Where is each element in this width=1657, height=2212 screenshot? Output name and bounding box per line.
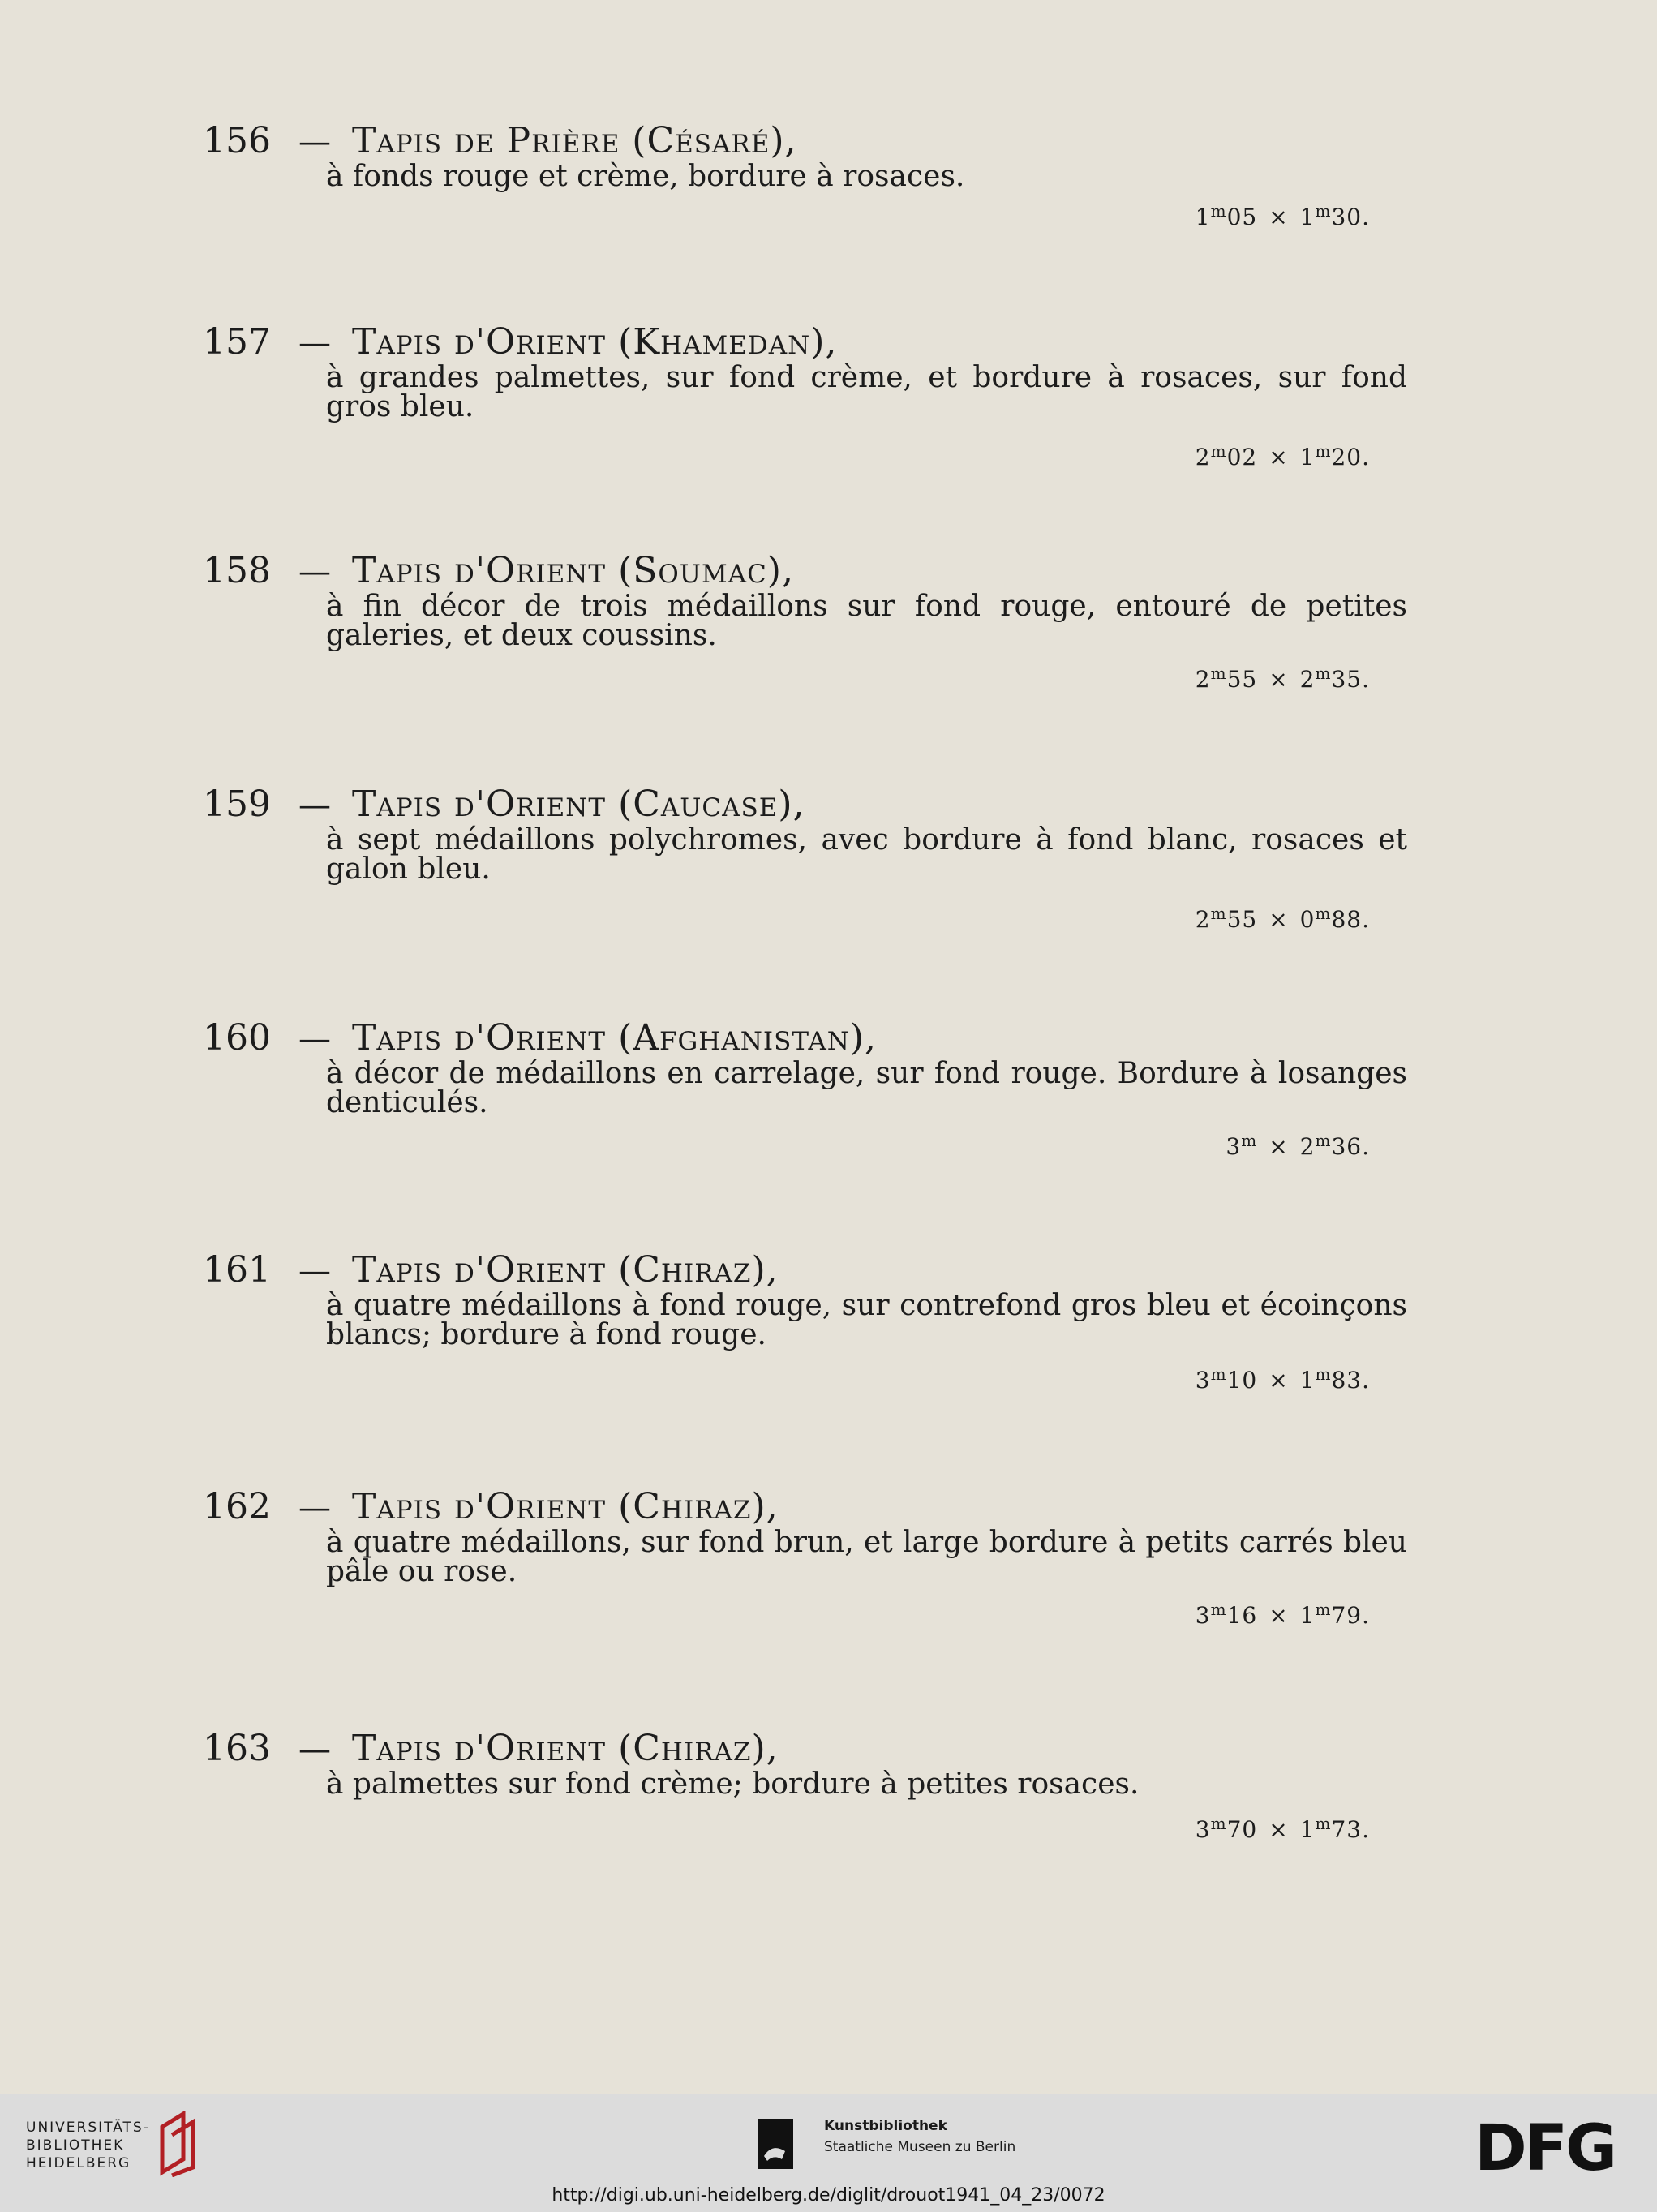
dimension-a-unit: m bbox=[1210, 1814, 1227, 1833]
entry-description: à décor de médaillons en carrelage, sur fond rouge. Bordure à losanges denticulés. bbox=[326, 1057, 1407, 1119]
dimension-a-fraction: 02 bbox=[1226, 444, 1258, 470]
times-sign: × bbox=[1269, 666, 1289, 693]
dimension-b-value: 1 bbox=[1299, 1602, 1316, 1629]
entry-dash: — bbox=[298, 1252, 331, 1290]
dimension-b-unit: m bbox=[1315, 664, 1332, 683]
library-name-line-2: BIBLIOTHEK bbox=[26, 2137, 125, 2154]
times-sign: × bbox=[1269, 1816, 1289, 1843]
entry-dash: — bbox=[298, 787, 331, 824]
entry-dimensions bbox=[1196, 1600, 1370, 1629]
dimension-b-value: 1 bbox=[1299, 1367, 1316, 1394]
dimension-b-unit: m bbox=[1315, 201, 1332, 221]
times-sign: × bbox=[1269, 1602, 1289, 1629]
dimension-a-unit: m bbox=[1210, 904, 1227, 923]
dimension-a-unit: m bbox=[1210, 664, 1227, 683]
dimension-b-fraction: 36. bbox=[1331, 1133, 1370, 1160]
dimension-b-fraction: 79. bbox=[1331, 1602, 1370, 1629]
entry-heading bbox=[203, 1017, 1407, 1059]
dimension-b-unit: m bbox=[1315, 1131, 1332, 1150]
dimension-a-unit: m bbox=[1210, 441, 1227, 461]
entry-title: Tapis d'Orient (Afghanistan), bbox=[352, 1017, 877, 1059]
entry-number: 160 bbox=[203, 1017, 271, 1059]
entry-description: à fonds rouge et crème, bordure à rosaces. bbox=[326, 160, 965, 193]
entry-description: à quatre médaillons, sur fond brun, et large bordure à petits carrés bleu pâle ou rose. bbox=[326, 1526, 1407, 1588]
entry-heading bbox=[203, 550, 1407, 591]
entry-dimensions bbox=[1196, 664, 1370, 693]
times-sign: × bbox=[1269, 204, 1289, 230]
entry-number: 161 bbox=[203, 1249, 271, 1291]
dimension-b-fraction: 88. bbox=[1331, 906, 1370, 933]
entry-dimensions bbox=[1226, 1131, 1370, 1160]
entry-title: Tapis d'Orient (Chiraz), bbox=[352, 1249, 779, 1291]
dimension-b-fraction: 30. bbox=[1331, 204, 1370, 230]
entry-description: à grandes palmettes, sur fond crème, et bordure à rosaces, sur fond gros bleu. bbox=[326, 361, 1407, 423]
dimension-a-fraction: 10 bbox=[1226, 1367, 1258, 1394]
entry-dimensions bbox=[1196, 1814, 1370, 1843]
catalog-entry bbox=[203, 1486, 1407, 1629]
entry-number: 162 bbox=[203, 1486, 271, 1527]
dimension-b-fraction: 83. bbox=[1331, 1367, 1370, 1394]
dimension-a-fraction: 55 bbox=[1226, 666, 1258, 693]
kunstbibliothek-label bbox=[824, 2115, 1015, 2158]
dimension-b-value: 1 bbox=[1299, 204, 1316, 230]
dimension-a-value: 3 bbox=[1195, 1816, 1211, 1843]
entry-description: à sept médaillons polychromes, avec bordure à fond blanc, rosaces et galon bleu. bbox=[326, 823, 1407, 886]
catalog-entry bbox=[203, 120, 1407, 230]
entry-number: 157 bbox=[203, 321, 271, 363]
dimension-a-fraction: 05 bbox=[1226, 204, 1258, 230]
dimension-b-value: 0 bbox=[1299, 906, 1316, 933]
times-sign: × bbox=[1269, 906, 1289, 933]
entry-heading bbox=[203, 1728, 1407, 1769]
entry-dimensions bbox=[1196, 201, 1370, 230]
dimension-b-unit: m bbox=[1315, 904, 1332, 923]
entry-dimensions bbox=[1196, 441, 1370, 470]
heidelberg-logo-icon bbox=[151, 2111, 200, 2177]
dimension-a-value: 2 bbox=[1195, 666, 1211, 693]
catalog-entry bbox=[203, 550, 1407, 693]
entry-heading bbox=[203, 1249, 1407, 1291]
dimension-b-value: 2 bbox=[1299, 666, 1316, 693]
dimension-b-unit: m bbox=[1315, 1364, 1332, 1384]
dimension-a-value: 3 bbox=[1195, 1367, 1211, 1394]
catalog-entry bbox=[203, 1017, 1407, 1160]
entry-dash: — bbox=[298, 553, 331, 591]
entry-heading bbox=[203, 1486, 1407, 1527]
kunstbibliothek-subtitle: Staatliche Museen zu Berlin bbox=[824, 2139, 1016, 2155]
dimension-a-value: 3 bbox=[1195, 1602, 1211, 1629]
dimension-b-fraction: 20. bbox=[1331, 444, 1370, 470]
times-sign: × bbox=[1269, 1133, 1289, 1160]
dimension-a-value: 2 bbox=[1195, 444, 1211, 470]
entry-dash: — bbox=[298, 1020, 331, 1058]
entry-number: 159 bbox=[203, 784, 271, 825]
dimension-a-value: 2 bbox=[1195, 906, 1211, 933]
dimension-a-value: 1 bbox=[1195, 204, 1211, 230]
catalog-entry bbox=[203, 1728, 1407, 1843]
catalog-entry bbox=[203, 321, 1407, 470]
entry-description: à palmettes sur fond crème; bordure à petites rosaces. bbox=[326, 1767, 1140, 1801]
entry-title: Tapis d'Orient (Caucase), bbox=[352, 784, 805, 825]
dimension-a-unit: m bbox=[1210, 1364, 1227, 1384]
entry-heading bbox=[203, 120, 1407, 161]
permalink-url[interactable]: http://digi.ub.uni-heidelberg.de/diglit/drouot1941_04_23/0072 bbox=[552, 2185, 1105, 2206]
entry-heading bbox=[203, 321, 1407, 363]
dimension-b-value: 2 bbox=[1299, 1133, 1316, 1160]
dimension-b-unit: m bbox=[1315, 1814, 1332, 1833]
entry-dash: — bbox=[298, 1731, 331, 1768]
entry-dash: — bbox=[298, 1489, 331, 1527]
library-name-line-3: HEIDELBERG bbox=[26, 2155, 131, 2171]
entry-dash: — bbox=[298, 123, 331, 161]
digitization-footer bbox=[0, 2094, 1657, 2212]
dimension-a-fraction: 16 bbox=[1226, 1602, 1258, 1629]
entry-number: 163 bbox=[203, 1728, 271, 1769]
entry-dimensions bbox=[1196, 1364, 1370, 1394]
times-sign: × bbox=[1269, 444, 1289, 470]
entry-title: Tapis de Prière (Césaré), bbox=[352, 120, 797, 161]
entry-number: 158 bbox=[203, 550, 271, 591]
kunstbibliothek-title: Kunstbibliothek bbox=[824, 2118, 947, 2134]
entry-title: Tapis d'Orient (Khamedan), bbox=[352, 321, 838, 363]
times-sign: × bbox=[1269, 1367, 1289, 1394]
entry-dimensions bbox=[1196, 904, 1370, 933]
dimension-b-fraction: 73. bbox=[1331, 1816, 1370, 1843]
catalog-entry bbox=[203, 784, 1407, 933]
dimension-b-value: 1 bbox=[1299, 444, 1316, 470]
entry-dash: — bbox=[298, 324, 331, 362]
dimension-b-value: 1 bbox=[1299, 1816, 1316, 1843]
entry-title: Tapis d'Orient (Chiraz), bbox=[352, 1486, 779, 1527]
dimension-b-unit: m bbox=[1315, 1600, 1332, 1619]
entry-heading bbox=[203, 784, 1407, 825]
entry-description: à fin décor de trois médaillons sur fond rouge, entouré de petites galeries, et deux coussins. bbox=[326, 590, 1407, 652]
dimension-a-fraction: 70 bbox=[1226, 1816, 1258, 1843]
dimension-b-fraction: 35. bbox=[1331, 666, 1370, 693]
heidelberg-library-label bbox=[26, 2119, 150, 2172]
dimension-a-unit: m bbox=[1210, 201, 1227, 221]
kunstbibliothek-logo-icon bbox=[758, 2119, 793, 2169]
dimension-a-value: 3 bbox=[1226, 1133, 1242, 1160]
dfg-logo: DFG bbox=[1475, 2112, 1616, 2185]
entry-number: 156 bbox=[203, 120, 271, 161]
entry-title: Tapis d'Orient (Chiraz), bbox=[352, 1728, 779, 1769]
dimension-b-unit: m bbox=[1315, 441, 1332, 461]
catalog-entry bbox=[203, 1249, 1407, 1394]
library-name-line-1: UNIVERSITÄTS- bbox=[26, 2120, 150, 2136]
entry-title: Tapis d'Orient (Soumac), bbox=[352, 550, 794, 591]
entry-description: à quatre médaillons à fond rouge, sur contrefond gros bleu et écoinçons blancs; bordure à fond rouge. bbox=[326, 1289, 1407, 1351]
dimension-a-unit: m bbox=[1241, 1131, 1258, 1150]
dimension-a-unit: m bbox=[1210, 1600, 1227, 1619]
dimension-a-fraction: 55 bbox=[1226, 906, 1258, 933]
